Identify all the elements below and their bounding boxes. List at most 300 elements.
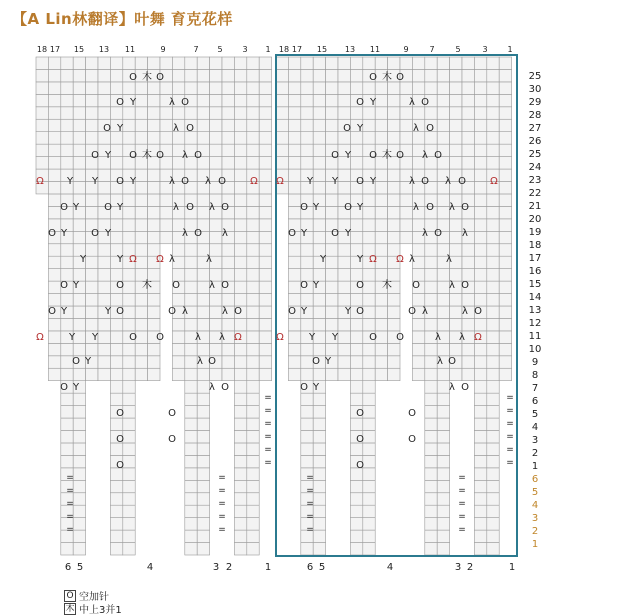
chart-cell [160, 206, 172, 218]
chart-cell [338, 269, 350, 281]
chart-cell [338, 318, 350, 330]
chart-cell [234, 418, 246, 430]
chart-cell [375, 194, 387, 206]
chart-cell [210, 107, 222, 119]
chart-cell [301, 69, 313, 81]
chart-cell [172, 107, 184, 119]
chart-cell [487, 343, 499, 355]
chart-cell [326, 119, 338, 131]
chart-cell [288, 343, 300, 355]
stitch-symbol: O [103, 123, 111, 134]
chart-cell [301, 294, 313, 306]
stitch-symbol: λ [446, 254, 452, 265]
chart-cell [363, 455, 375, 467]
knit-symbol: = [506, 406, 514, 416]
chart-cell [462, 144, 474, 156]
knit-symbol: = [506, 419, 514, 429]
chart-cell [61, 343, 73, 355]
chart-cell [197, 107, 209, 119]
stitch-symbol: O [116, 176, 124, 187]
chart-cell [288, 368, 300, 380]
chart-cell [288, 269, 300, 281]
chart-cell [61, 82, 73, 94]
chart-cell [247, 518, 259, 530]
chart-cell [135, 294, 147, 306]
chart-cell [135, 356, 147, 368]
chart-cell [123, 206, 135, 218]
chart-cell [86, 69, 98, 81]
chart-cell [110, 505, 122, 517]
chart-cell [487, 493, 499, 505]
stitch-symbol: 木 [142, 72, 152, 83]
stitch-symbol: Y [319, 254, 327, 265]
knit-symbol: = [506, 393, 514, 403]
chart-cell [425, 406, 437, 418]
chart-cell [288, 119, 300, 131]
chart-cell [259, 294, 271, 306]
twisted-increase-symbol: Ω [36, 176, 44, 187]
chart-cell [73, 182, 85, 194]
chart-cell [259, 107, 271, 119]
chart-cell [388, 368, 400, 380]
chart-cell [110, 530, 122, 542]
chart-cell [288, 256, 300, 268]
chart-cell [487, 468, 499, 480]
col-label-top: 7 [193, 45, 199, 54]
chart-cell [499, 281, 511, 293]
chart-cell [210, 82, 222, 94]
chart-cell [462, 256, 474, 268]
stitch-symbol: O [208, 356, 216, 367]
chart-cell [48, 343, 60, 355]
chart-cell [313, 480, 325, 492]
chart-cell [338, 256, 350, 268]
chart-cell [222, 144, 234, 156]
stitch-symbol: λ [219, 332, 225, 343]
chart-cell [185, 543, 197, 555]
chart-cell [247, 443, 259, 455]
chart-cell [234, 294, 246, 306]
chart-cell [363, 132, 375, 144]
chart-cell [425, 543, 437, 555]
chart-cell [474, 244, 486, 256]
stitch-symbol: λ [409, 176, 415, 187]
chart-cell [412, 331, 424, 343]
chart-cell [326, 281, 338, 293]
chart-cell [326, 94, 338, 106]
chart-cell [350, 82, 362, 94]
chart-cell [313, 69, 325, 81]
chart-cell [48, 206, 60, 218]
chart-cell [222, 57, 234, 69]
stitch-symbol: Y [79, 254, 87, 265]
chart-cell [135, 57, 147, 69]
stitch-symbol: O [234, 306, 242, 317]
chart-cell [350, 69, 362, 81]
chart-cell [259, 94, 271, 106]
chart-cell [487, 194, 499, 206]
chart-cell [135, 107, 147, 119]
chart-cell [36, 132, 48, 144]
row-label: 15 [528, 279, 542, 290]
chart-cell [61, 57, 73, 69]
stitch-symbol: Y [300, 228, 308, 239]
chart-cell [363, 206, 375, 218]
chart-cell [400, 119, 412, 131]
chart-cell [61, 94, 73, 106]
stitch-symbol: Y [129, 176, 137, 187]
knit-symbol: = [218, 473, 226, 483]
col-label-top: 9 [403, 45, 409, 54]
chart-cell [234, 94, 246, 106]
chart-cell [185, 294, 197, 306]
chart-cell [338, 244, 350, 256]
chart-cell [301, 318, 313, 330]
chart-cell [437, 318, 449, 330]
stitch-symbol: O [434, 228, 442, 239]
row-label: 10 [528, 344, 542, 355]
chart-cell [437, 368, 449, 380]
stitch-symbol: O [186, 202, 194, 213]
chart-cell [210, 57, 222, 69]
stitch-symbol: O [181, 176, 189, 187]
chart-cell [48, 132, 60, 144]
chart-cell [135, 331, 147, 343]
col-label-top: 5 [217, 45, 223, 54]
chart-cell [247, 281, 259, 293]
stitch-symbol: O [48, 228, 56, 239]
stitch-symbol: O [91, 150, 99, 161]
chart-cell [313, 318, 325, 330]
stitch-symbol: O [48, 306, 56, 317]
stitch-symbol: O [218, 176, 226, 187]
knit-symbol: = [506, 445, 514, 455]
chart-cell [234, 206, 246, 218]
chart-cell [197, 431, 209, 443]
chart-cell [437, 132, 449, 144]
chart-cell [73, 431, 85, 443]
chart-cell [172, 356, 184, 368]
row-label-orange: 4 [531, 500, 539, 511]
chart-cell [135, 368, 147, 380]
stitch-symbol: O [343, 123, 351, 134]
chart-cell [400, 194, 412, 206]
chart-cell [123, 381, 135, 393]
chart-cell [437, 530, 449, 542]
chart-cell [301, 406, 313, 418]
chart-cell [48, 57, 60, 69]
col-label-top: 1 [507, 45, 513, 54]
chart-cell [288, 244, 300, 256]
chart-cell [375, 206, 387, 218]
chart-cell [338, 182, 350, 194]
row-label: 28 [528, 110, 542, 121]
chart-cell [450, 219, 462, 231]
chart-cell [474, 381, 486, 393]
stitch-symbol: O [300, 202, 308, 213]
chart-cell [437, 343, 449, 355]
chart-cell [474, 82, 486, 94]
chart-cell [388, 107, 400, 119]
chart-cell [437, 543, 449, 555]
chart-cell [210, 157, 222, 169]
chart-cell [123, 543, 135, 555]
chart-cell [73, 57, 85, 69]
chart-cell [73, 406, 85, 418]
chart-cell [437, 206, 449, 218]
chart-cell [110, 294, 122, 306]
chart-cell [98, 294, 110, 306]
chart-cell [123, 219, 135, 231]
chart-cell [487, 206, 499, 218]
stitch-symbol: O [72, 356, 80, 367]
chart-cell [437, 57, 449, 69]
chart-cell [222, 132, 234, 144]
stitch-symbol: λ [222, 228, 228, 239]
chart-cell [375, 219, 387, 231]
chart-cell [363, 219, 375, 231]
chart-cell [110, 82, 122, 94]
chart-cell [61, 393, 73, 405]
chart-cell [197, 518, 209, 530]
stitch-symbol: λ [195, 332, 201, 343]
chart-cell [313, 219, 325, 231]
chart-cell [313, 57, 325, 69]
chart-cell [148, 206, 160, 218]
chart-cell [234, 144, 246, 156]
chart-cell [73, 94, 85, 106]
chart-cell [437, 107, 449, 119]
chart-cell [462, 157, 474, 169]
chart-cell [425, 269, 437, 281]
chart-cell [499, 169, 511, 181]
chart-cell [61, 418, 73, 430]
chart-cell [487, 219, 499, 231]
stitch-symbol: O [60, 280, 68, 291]
chart-cell [247, 493, 259, 505]
col-label-top: 1 [265, 45, 271, 54]
chart-cell [148, 368, 160, 380]
chart-cell [185, 57, 197, 69]
chart-cell [61, 119, 73, 131]
chart-cell [474, 443, 486, 455]
col-label-top: 18 [278, 45, 290, 54]
chart-cell [301, 393, 313, 405]
chart-cell [86, 206, 98, 218]
stitch-symbol: Y [306, 176, 314, 187]
chart-cell [234, 518, 246, 530]
chart-cell [313, 418, 325, 430]
chart-cell [474, 231, 486, 243]
chart-cell [450, 82, 462, 94]
chart-cell [36, 157, 48, 169]
stitch-symbol: O [172, 280, 180, 291]
chart-cell [388, 132, 400, 144]
chart-cell [474, 480, 486, 492]
chart-cell [474, 530, 486, 542]
chart-cell [288, 57, 300, 69]
stitch-symbol: Y [72, 280, 80, 291]
chart-cell [148, 107, 160, 119]
chart-cell [247, 244, 259, 256]
knit-symbol: = [458, 486, 466, 496]
chart-cell [499, 132, 511, 144]
chart-cell [247, 119, 259, 131]
chart-cell [462, 82, 474, 94]
chart-cell [412, 294, 424, 306]
chart-cell [234, 57, 246, 69]
chart-cell [301, 157, 313, 169]
chart-cell [474, 157, 486, 169]
stitch-symbol: λ [409, 254, 415, 265]
stitch-symbol: λ [413, 123, 419, 134]
chart-cell [185, 530, 197, 542]
chart-cell [247, 219, 259, 231]
chart-cell [247, 331, 259, 343]
chart-cell [123, 530, 135, 542]
chart-cell [148, 119, 160, 131]
chart-cell [73, 505, 85, 517]
row-label: 21 [528, 201, 542, 212]
chart-cell [288, 107, 300, 119]
chart-cell [474, 269, 486, 281]
chart-cell [363, 393, 375, 405]
chart-cell [234, 107, 246, 119]
chart-cell [148, 194, 160, 206]
stitch-symbol: λ [209, 202, 215, 213]
chart-cell [363, 543, 375, 555]
stitch-symbol: Y [369, 97, 377, 108]
twisted-increase-symbol: Ω [156, 254, 164, 265]
chart-cell [450, 132, 462, 144]
chart-cell [135, 82, 147, 94]
stitch-symbol: Y [356, 202, 364, 213]
chart-cell [437, 480, 449, 492]
chart-cell [110, 480, 122, 492]
chart-cell [301, 455, 313, 467]
chart-cell [222, 294, 234, 306]
twisted-increase-symbol: Ω [474, 332, 482, 343]
chart-cell [288, 144, 300, 156]
chart-cell [350, 381, 362, 393]
chart-cell [148, 57, 160, 69]
chart-cell [375, 182, 387, 194]
chart-cell [487, 132, 499, 144]
chart-cell [288, 194, 300, 206]
chart-cell [110, 368, 122, 380]
stitch-symbol: Y [344, 150, 352, 161]
stitch-symbol: λ [445, 176, 451, 187]
chart-cell [197, 57, 209, 69]
chart-cell [363, 57, 375, 69]
stitch-symbol: O [300, 280, 308, 291]
chart-cell [36, 107, 48, 119]
stitch-symbol: 木 [142, 150, 152, 161]
chart-cell [259, 244, 271, 256]
chart-cell [313, 431, 325, 443]
chart-cell [148, 182, 160, 194]
chart-cell [313, 368, 325, 380]
stitch-symbol: O [356, 408, 364, 419]
stitch-symbol: O [168, 408, 176, 419]
stitch-symbol: O [221, 382, 229, 393]
stitch-symbol: O [356, 460, 364, 471]
twisted-increase-symbol: Ω [234, 332, 242, 343]
chart-cell [338, 107, 350, 119]
row-label: 22 [528, 188, 542, 199]
chart-cell [36, 57, 48, 69]
chart-cell [350, 318, 362, 330]
row-label: 9 [531, 357, 539, 368]
chart-cell [301, 443, 313, 455]
chart-cell [197, 343, 209, 355]
stitch-symbol: O [408, 408, 416, 419]
chart-cell [338, 294, 350, 306]
chart-cell [172, 318, 184, 330]
chart-cell [259, 119, 271, 131]
chart-cell [499, 231, 511, 243]
chart-cell [135, 94, 147, 106]
chart-cell [259, 331, 271, 343]
chart-cell [388, 57, 400, 69]
chart-cell [474, 343, 486, 355]
chart-cell [247, 368, 259, 380]
chart-cell [148, 219, 160, 231]
chart-cell [301, 107, 313, 119]
knit-symbol: = [66, 473, 74, 483]
stitch-symbol: λ [449, 280, 455, 291]
chart-cell [110, 493, 122, 505]
col-label-top: 17 [49, 45, 61, 54]
row-label: 8 [531, 370, 539, 381]
chart-cell [499, 144, 511, 156]
chart-cell [247, 381, 259, 393]
col-label-top: 11 [369, 45, 381, 54]
chart-cell [474, 505, 486, 517]
chart-cell [222, 318, 234, 330]
chart-cell [363, 480, 375, 492]
chart-cell [73, 468, 85, 480]
chart-cell [487, 157, 499, 169]
stitch-symbol: O [194, 150, 202, 161]
chart-cell [61, 157, 73, 169]
chart-cell [301, 368, 313, 380]
knit-symbol: = [306, 486, 314, 496]
chart-cell [437, 194, 449, 206]
chart-cell [487, 244, 499, 256]
chart-cell [487, 530, 499, 542]
chart-cell [135, 194, 147, 206]
chart-cell [73, 455, 85, 467]
chart-cell [148, 132, 160, 144]
chart-cell [499, 119, 511, 131]
chart-cell [123, 294, 135, 306]
chart-cell [425, 356, 437, 368]
chart-cell [135, 119, 147, 131]
row-label: 13 [528, 305, 542, 316]
chart-cell [313, 543, 325, 555]
chart-cell [388, 231, 400, 243]
chart-cell [350, 231, 362, 243]
chart-cell [123, 132, 135, 144]
chart-cell [499, 182, 511, 194]
chart-cell [247, 194, 259, 206]
chart-cell [234, 194, 246, 206]
chart-cell [326, 194, 338, 206]
chart-cell [185, 69, 197, 81]
chart-cell [276, 157, 288, 169]
row-label: 6 [531, 396, 539, 407]
